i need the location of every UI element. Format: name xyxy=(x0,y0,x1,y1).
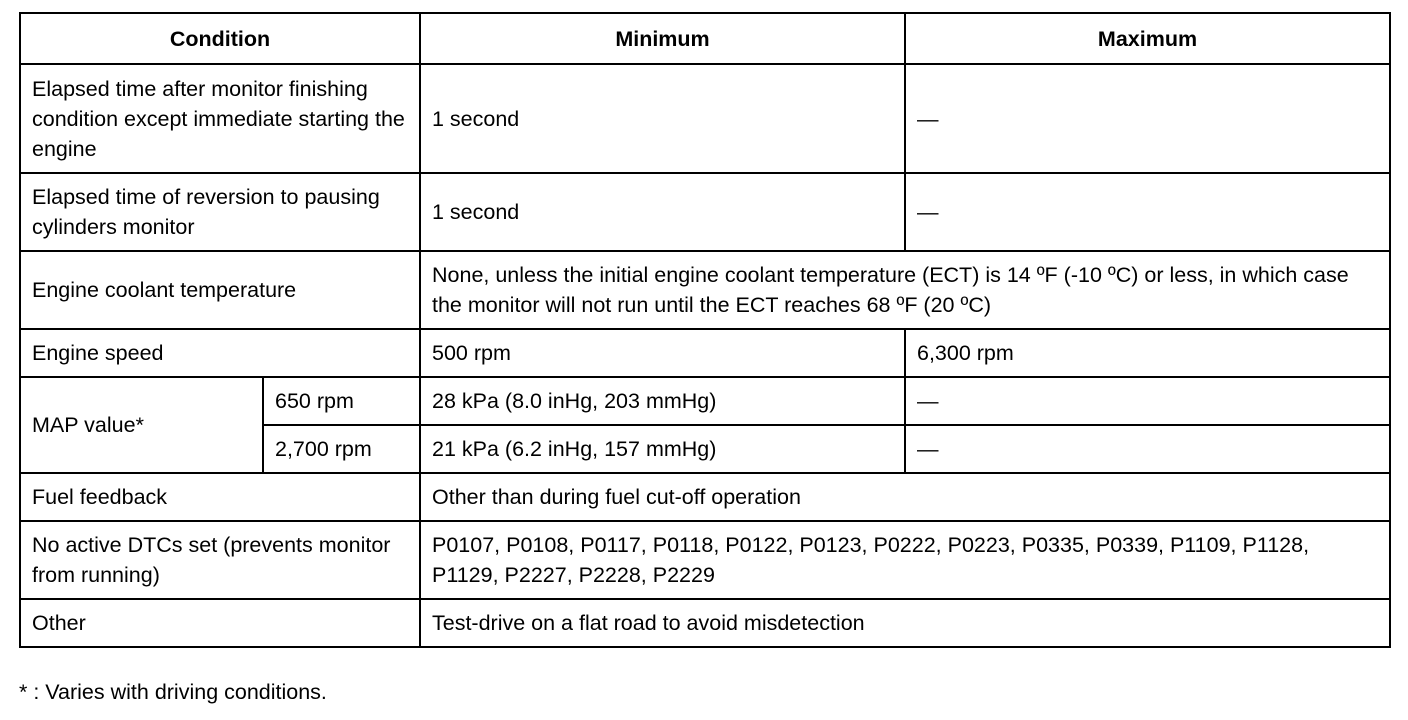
minimum-cell: 500 rpm xyxy=(420,329,905,377)
minimum-cell: 28 kPa (8.0 inHg, 203 mmHg) xyxy=(420,377,905,425)
table-row xyxy=(20,521,1390,599)
footnote: * : Varies with driving conditions. xyxy=(19,680,327,704)
table-row xyxy=(20,64,1390,173)
header-minimum: Minimum xyxy=(420,13,905,64)
table-row xyxy=(20,173,1390,251)
table-row xyxy=(20,251,1390,329)
condition-cell: Other xyxy=(20,599,420,647)
value-cell: P0107, P0108, P0117, P0118, P0122, P0123, P0222, P0223, P0335, P0339, P1109, P1128, P1129, P2227, P2228, P2229 xyxy=(420,521,1390,599)
minimum-cell: 1 second xyxy=(420,64,905,173)
value-cell: Other than during fuel cut-off operation xyxy=(420,473,1390,521)
condition-cell: Elapsed time of reversion to pausing cylinders monitor xyxy=(20,173,420,251)
rpm-cell: 650 rpm xyxy=(263,377,420,425)
maximum-cell: 6,300 rpm xyxy=(905,329,1390,377)
maximum-cell: — xyxy=(905,425,1390,473)
table-row xyxy=(20,377,1390,425)
value-cell: None, unless the initial engine coolant temperature (ECT) is 14 ºF (-10 ºC) or less, in which case the monitor will not run until the ECT reaches 68 ºF (20 ºC) xyxy=(420,251,1390,329)
table-header-row xyxy=(20,13,1390,64)
maximum-cell: — xyxy=(905,377,1390,425)
condition-cell: Engine speed xyxy=(20,329,420,377)
header-maximum: Maximum xyxy=(905,13,1390,64)
condition-cell: MAP value* xyxy=(20,377,263,473)
header-condition: Condition xyxy=(20,13,420,64)
minimum-cell: 1 second xyxy=(420,173,905,251)
table-row xyxy=(20,329,1390,377)
maximum-cell: — xyxy=(905,173,1390,251)
table-row xyxy=(20,473,1390,521)
condition-cell: Engine coolant temperature xyxy=(20,251,420,329)
condition-cell: No active DTCs set (prevents monitor from running) xyxy=(20,521,420,599)
minimum-cell: 21 kPa (6.2 inHg, 157 mmHg) xyxy=(420,425,905,473)
rpm-cell: 2,700 rpm xyxy=(263,425,420,473)
maximum-cell: — xyxy=(905,64,1390,173)
conditions-table xyxy=(19,12,1391,648)
value-cell: Test-drive on a flat road to avoid misdetection xyxy=(420,599,1390,647)
table-row xyxy=(20,599,1390,647)
condition-cell: Elapsed time after monitor finishing condition except immediate starting the engine xyxy=(20,64,420,173)
condition-cell: Fuel feedback xyxy=(20,473,420,521)
